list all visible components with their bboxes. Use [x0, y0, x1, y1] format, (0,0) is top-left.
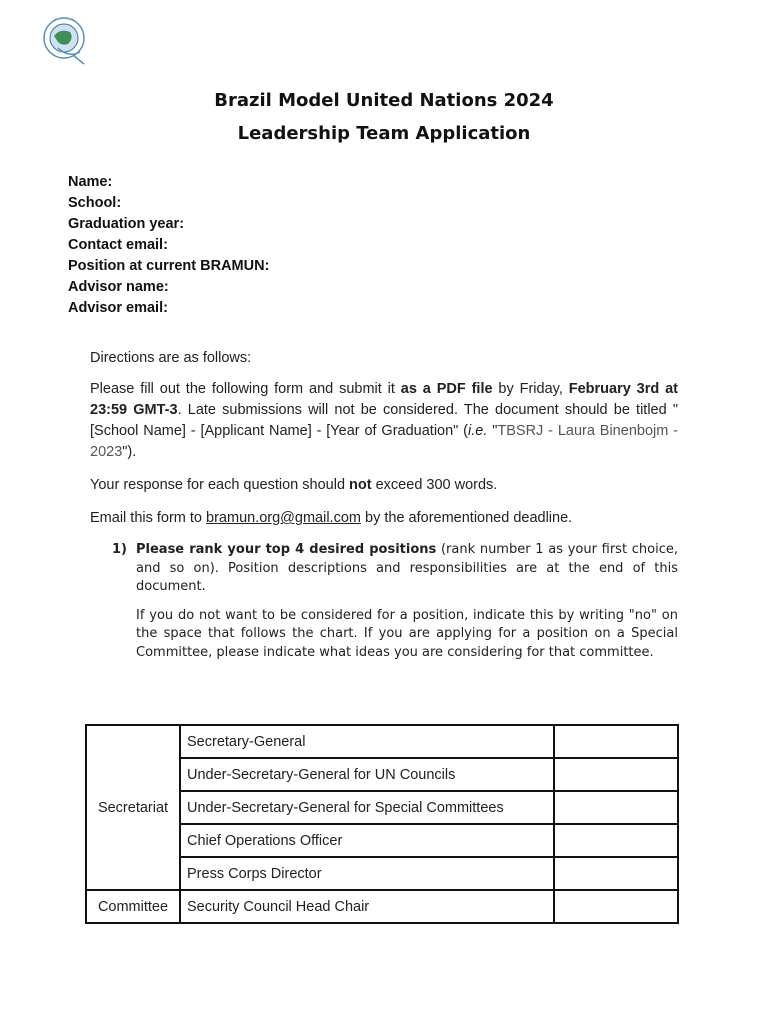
document-subtitle: Leadership Team Application [237, 123, 531, 144]
email-link[interactable]: bramun.org@gmail.com [206, 510, 361, 526]
title-example: TBSRJ - Laura Binenbojm - 2023 [90, 423, 678, 460]
rank-input-cell[interactable] [554, 791, 678, 824]
directions-text: Please fill out the following form and submit it [90, 381, 401, 397]
position-cell: Under-Secretary-General for UN Councils [180, 758, 554, 791]
field-position-label: Position at current BRAMUN: [68, 258, 270, 274]
directions-text: " [487, 423, 498, 439]
rank-input-cell[interactable] [554, 725, 678, 758]
bramun-logo-icon [40, 14, 88, 66]
rank-input-cell[interactable] [554, 857, 678, 890]
field-name-label: Name: [68, 174, 113, 190]
applicant-fields [68, 172, 269, 319]
directions-text: by Friday, [492, 381, 569, 397]
question-1-rest: (rank number 1 as your first choice, and so on). Position descriptions and responsibilities are at the end of this document. [136, 542, 678, 594]
table-row [86, 725, 678, 758]
directions-text: . Late submissions will not be considered. The document should be titled "[School Name] - [Applicant Name] - [Year of Graduation" ( [90, 402, 678, 439]
rank-input-cell[interactable] [554, 824, 678, 857]
word-limit-emphasis: not [349, 477, 372, 493]
table-row [86, 890, 678, 923]
secretariat-label: Secretariat [86, 725, 180, 890]
email-text: by the aforementioned deadline. [360, 510, 573, 526]
document-title: Brazil Model United Nations 2024 [214, 90, 554, 111]
field-contact-email-label: Contact email: [68, 237, 168, 253]
directions-emphasis: as a PDF file [400, 381, 493, 397]
directions-intro: Directions are as follows: [90, 350, 252, 366]
directions-ie: i.e. [468, 423, 488, 439]
question-1-lead: Please rank your top 4 desired positions [136, 542, 437, 557]
question-1-instructions: If you do not want to be considered for a position, indicate this by writing "no" on the space that follows the chart. If you are applying for a position on a Special Committee, please indicate what ideas you are considering for that committee. [136, 607, 678, 660]
email-text: Email this form to [90, 510, 207, 526]
question-1 [112, 541, 678, 662]
position-ranking-table [85, 724, 679, 924]
rank-input-cell[interactable] [554, 758, 678, 791]
position-cell: Security Council Head Chair [180, 890, 554, 923]
position-cell: Chief Operations Officer [180, 824, 554, 857]
email-instruction [90, 508, 678, 529]
committee-label: Committee [86, 890, 180, 923]
field-advisor-email-label: Advisor email: [68, 300, 168, 316]
position-cell: Under-Secretary-General for Special Committees [180, 791, 554, 824]
question-number: 1) [112, 542, 127, 557]
directions-paragraph [90, 379, 678, 463]
question-1-text [136, 541, 678, 597]
position-cell: Press Corps Director [180, 857, 554, 890]
field-advisor-name-label: Advisor name: [68, 279, 169, 295]
field-school-label: School: [68, 195, 122, 211]
directions-text: "). [122, 444, 137, 460]
word-limit-text: Your response for each question should [90, 477, 350, 493]
deadline-emphasis: February 3rd at 23:59 GMT-3 [90, 381, 678, 418]
rank-input-cell[interactable] [554, 890, 678, 923]
word-limit-note [90, 475, 678, 496]
position-cell: Secretary-General [180, 725, 554, 758]
word-limit-text: exceed 300 words. [371, 477, 498, 493]
field-graduation-year-label: Graduation year: [68, 216, 185, 232]
